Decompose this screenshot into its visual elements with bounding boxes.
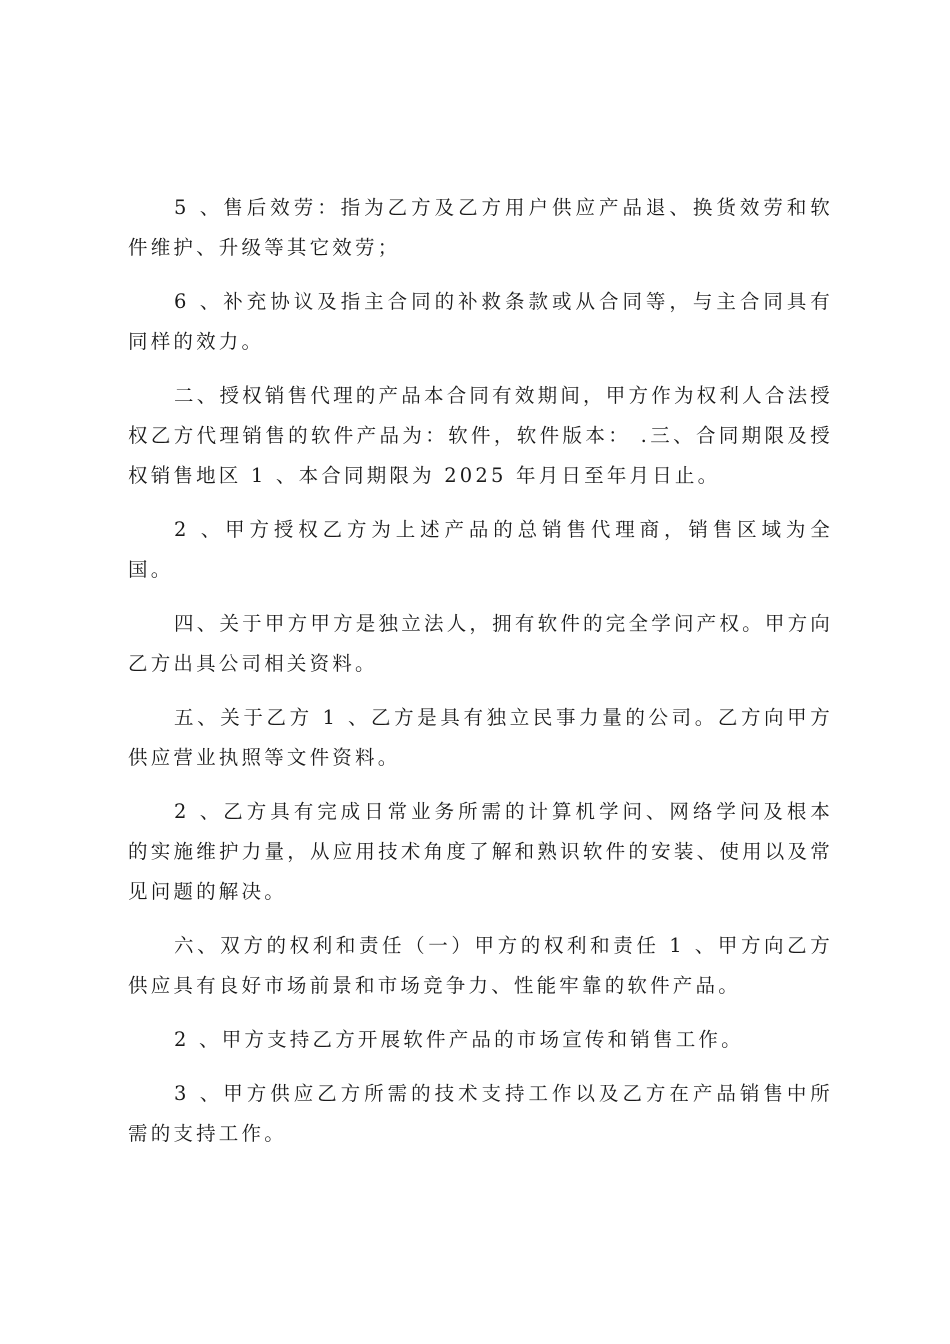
paragraph-marketing-support: 2 、甲方支持乙方开展软件产品的市场宣传和销售工作。 [174,1028,744,1051]
paragraph-supplementary-agreement: 6 、补充协议及指主合同的补救条款或从合同等，与主合同具有同样的效力。 [128,290,833,353]
paragraph-technical-support: 3 、甲方供应乙方所需的技术支持工作以及乙方在产品销售中所需的支持工作。 [128,1082,833,1145]
document-body [128,188,833,1168]
paragraph-party-b-capability: 2 、乙方具有完成日常业务所需的计算机学问、网络学问及根本的实施维护力量，从应用技术角度了解和熟识软件的安装、使用以及常见问题的解决。 [128,800,833,903]
paragraph-after-sales-service: 5 、售后效劳：指为乙方及乙方用户供应产品退、换货效劳和软件维护、升级等其它效劳； [128,196,833,259]
paragraph-sales-region: 2 、甲方授权乙方为上述产品的总销售代理商，销售区域为全国。 [128,518,833,581]
paragraph-about-party-b: 五、关于乙方 1 、乙方是具有独立民事力量的公司。乙方向甲方供应营业执照等文件资料。 [128,706,833,769]
paragraph-authorized-products: 二、授权销售代理的产品本合同有效期间，甲方作为权利人合法授权乙方代理销售的软件产品为：软件，软件版本： .三、合同期限及授权销售地区 1 、本合同期限为 2025 年月日至年月日止。 [128,384,833,487]
paragraph-rights-and-duties: 六、双方的权利和责任（一）甲方的权利和责任 1 、甲方向乙方供应具有良好市场前景和市场竞争力、性能牢靠的软件产品。 [128,934,833,997]
paragraph-about-party-a: 四、关于甲方甲方是独立法人，拥有软件的完全学问产权。甲方向乙方出具公司相关资料。 [128,612,833,675]
